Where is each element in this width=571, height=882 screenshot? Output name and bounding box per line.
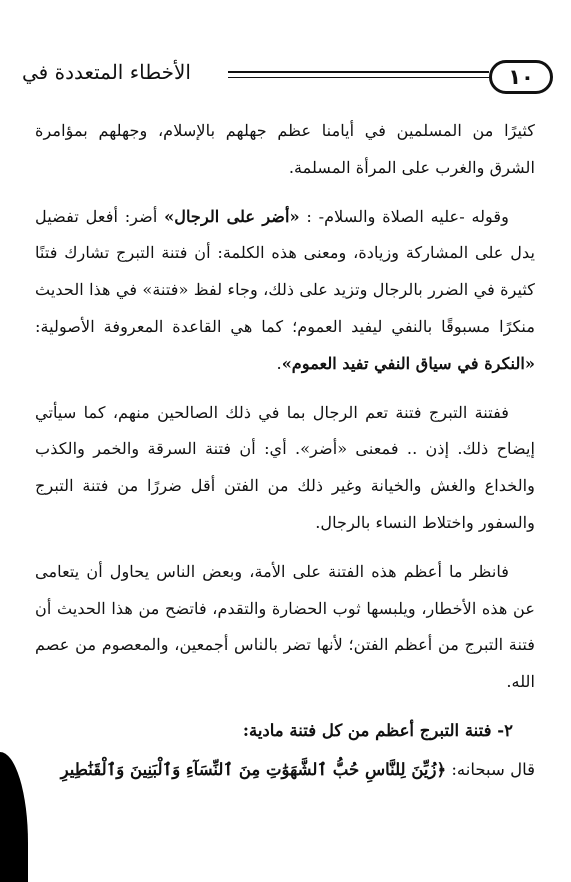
quran-verse: ﴿زُيِّنَ لِلنَّاسِ حُبُّ ٱلشَّهَوَٰتِ مِنَ ٱلنِّسَآءِ وَٱلْبَنِينَ وَٱلْقَنَٰطِيرِ <box>60 759 447 779</box>
paragraph-3: ففتنة التبرج فتنة تعم الرجال بما في ذلك الصالحين منهم، كما سيأتي إيضاح ذلك. إذن .. فمعنى «أضر». أي: أن فتنة السرقة والخمر والكذب والخداع والغش والخيانة وغير ذلك من الفتن أقل ضررًا من فتنة التبرج والسفور واختلاط النساء بالرجال. <box>35 402 535 532</box>
quran-line <box>35 752 535 789</box>
paragraph-1: كثيرًا من المسلمين في أيامنا عظم جهلهم بالإسلام، وجهلهم بمؤامرة الشرق والغرب على المرأة المسلمة. <box>35 121 535 177</box>
p2-part-3: . <box>276 353 282 373</box>
p2-part-1: وقوله -عليه الصلاة والسلام- : <box>299 206 509 226</box>
p2-quote-2: «النكرة في سياق النفي تفيد العموم» <box>281 353 535 373</box>
header-rule-thin <box>228 77 489 78</box>
header-rule <box>228 71 489 73</box>
running-title: الأخطاء المتعددة في <box>22 60 191 84</box>
page-body <box>35 113 535 801</box>
page-header <box>18 58 553 98</box>
p2-part-2: أضر: أفعل تفضيل يدل على المشاركة وزيادة، ومعنى هذه الكلمة: أن فتنة التبرج تشارك فتنًا كثيرة في الضرر بالرجال وتزيد على ذلك، وجاء لفظ «فتنة» في هذا الحديث منكرًا مسبوقًا بالنفي ليفيد العموم؛ كما هي القاعدة المعروفة الأصولية: <box>35 206 535 336</box>
binding-shadow <box>0 752 28 882</box>
p2-quote-1: «أضر على الرجال» <box>164 206 300 226</box>
paragraph-4: فانظر ما أعظم هذه الفتنة على الأمة، وبعض الناس يحاول أن يتعامى عن هذه الأخطار، ويلبسها ثوب الحضارة والتقدم، فاتضح من هذا الحديث أن فتنة التبرج من أعظم الفتن؛ لأنها تضر بالناس أجمعين، والمعصوم من عصم الله. <box>35 561 535 692</box>
quran-intro: قال سبحانه: <box>446 759 535 779</box>
page-number-badge <box>489 60 553 94</box>
page-number: ١٠ <box>508 65 534 89</box>
section-heading: ٢- فتنة التبرج أعظم من كل فتنة مادية: <box>242 720 513 740</box>
paragraph-2 <box>35 199 535 383</box>
